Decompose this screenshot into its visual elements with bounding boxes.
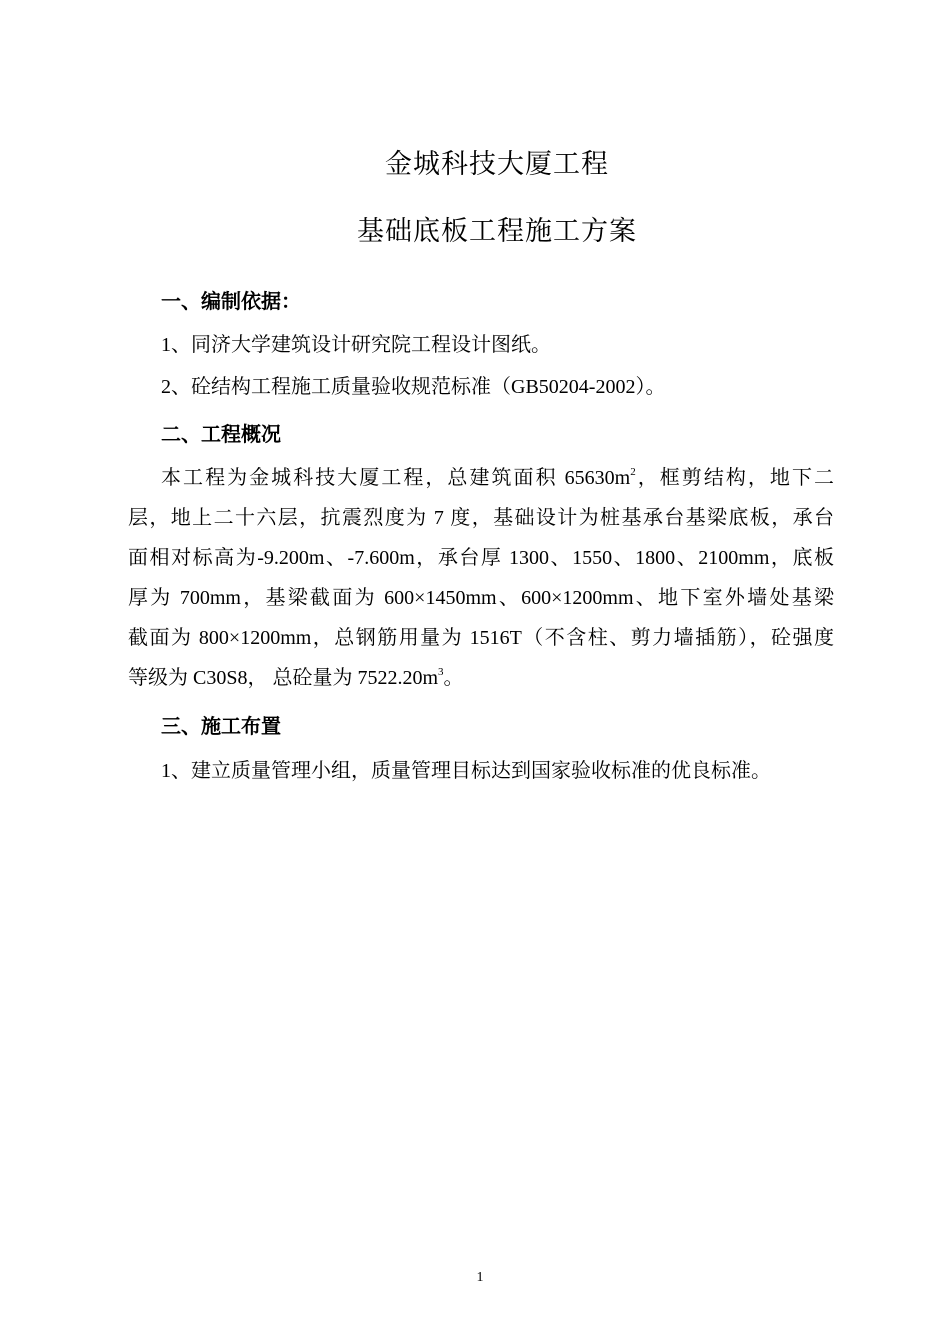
section-heading-arrangement: 三、施工布置: [161, 714, 281, 738]
overview-line-6: 等级为 C30S8， 总砼量为 $7522.20m^3$。: [128, 666, 464, 689]
overview-paragraph: [128, 458, 834, 698]
overview-line-4: 厚为 700mm，基梁截面为 600×1450mm、600×1200mm、地下室外墙处基梁: [128, 587, 834, 609]
overview-line-5: 截面为 800×1200mm，总钢筋用量为 1516T（不含柱、剪力墙插筋），砼强度: [128, 627, 834, 649]
page-number: 1: [476, 1270, 484, 1285]
arrangement-item-1: 1、建立质量管理小组，质量管理目标达到国家验收标准的优良标准。: [161, 760, 771, 782]
basis-item-1: 1、同济大学建筑设计研究院工程设计图纸。: [161, 334, 551, 356]
document-subtitle: 基础底板工程施工方案: [357, 216, 637, 247]
superscript: 2: [630, 466, 636, 478]
section-heading-overview: 二、工程概况: [161, 422, 281, 446]
overview-line-2: 层，地上二十六层，抗震烈度为 7 度，基础设计为桩基承台基梁底板，承台: [128, 507, 834, 529]
document-title: 金城科技大厦工程: [385, 149, 609, 180]
section-heading-basis: 一、编制依据：: [161, 289, 301, 313]
superscript: 3: [438, 666, 444, 678]
overview-line-3: 面相对标高为-9.200m、-7.600m，承台厚 1300、1550、1800、2100mm，底板: [128, 547, 834, 569]
overview-line-1: 本工程为金城科技大厦工程，总建筑面积 $65630m^2$，框剪结构，地下二: [161, 466, 835, 489]
basis-item-2: 2、砼结构工程施工质量验收规范标准（GB50204-2002）。: [161, 376, 666, 398]
